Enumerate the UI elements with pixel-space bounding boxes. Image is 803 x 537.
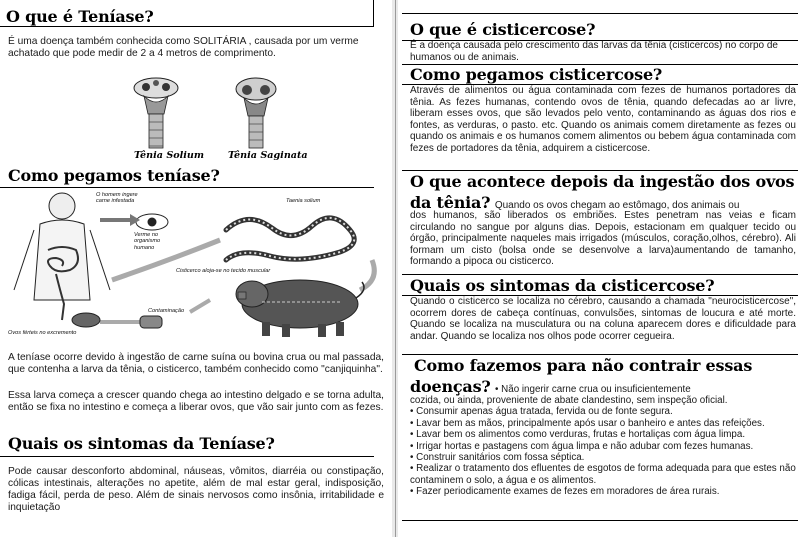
heading-sintomas-teniase: Quais os sintomas da Teníase?	[8, 434, 275, 453]
paragraph-cisticercose-symptoms: Quando o cisticerco se localiza no cérebro, causando a chamada "neurocisticercose", ocorrem dores de cabeça contínuas, convulsões, sintomas de loucura e até morte. Quando se localiza na musculatura ou na coluna aparecem dores e dificuldade para andar. Quando se localiza nos olhos pode ocorrer cegueira.	[410, 296, 796, 342]
tapeworm-drawing	[226, 218, 354, 260]
list-item: • Realizar o tratamento dos efluentes de esgotos de forma adequada para que estes não contaminem o solo, a água e os alimentos.	[410, 463, 796, 486]
paragraph-teniase-larva: Essa larva começa a crescer quando chega ao intestino delgado e se torna adulta, então se fixa no intestino e começa a liberar ovos, que vão sair junto com as fezes.	[8, 390, 384, 414]
heading-o-que-e-cisticercose: O que é cisticercose?	[410, 20, 596, 39]
paragraph-teniase-symptoms: Pode causar desconforto abdominal, náuseas, vômitos, diarréia ou constipação, cólicas intestinais, alterações no apetite, além de mal estar geral, indisposição, fadiga fácil, perda de peso. Além de sinais nervosos como insônia, irritabilidade e inquietação	[8, 466, 384, 514]
heading-rule	[402, 170, 798, 171]
caption-tenia-solium: Tênia Solium	[134, 150, 205, 161]
label-cisticerco: Cisticerco aloja-se no tecido muscular	[176, 268, 271, 274]
right-column	[398, 0, 803, 537]
label-taenia-solium: Taenia solium	[286, 198, 321, 204]
paragraph-teniase-transmission: A teníase ocorre devido à ingestão de carne suína ou bovina crua ou mal passada, que contenha a larva da tênia, o cisticerco, também conhecido como "canjiquinha".	[8, 352, 384, 376]
list-item: • Consumir apenas água tratada, fervida ou de fonte segura.	[410, 406, 673, 418]
bottom-rule	[402, 520, 798, 521]
caption-tenia-saginata: Tênia Saginata	[228, 150, 308, 161]
list-item: cozida, ou ainda, proveniente de abate clandestino, sem inspeção oficial.	[410, 395, 728, 406]
paragraph-teniase-definition: É uma doença também conhecida como SOLITÁRIA , causada por um verme achatado que pode medir de 2 a 4 metros de comprimento.	[8, 36, 359, 60]
bullet-nao-ingerir-carne: • Não ingerir carne crua ou insuficientemente	[495, 384, 691, 395]
heading-underline	[0, 456, 374, 457]
life-cycle-diagram	[0, 190, 392, 340]
heading-o-que-e-teniase	[0, 0, 374, 27]
human-body-drawing	[14, 193, 110, 320]
column-divider	[395, 0, 396, 537]
left-column	[0, 0, 392, 537]
list-item: • Construir sanitários com fossa séptica.	[410, 452, 585, 464]
top-rule	[402, 13, 798, 14]
heading-rule	[402, 274, 798, 275]
heading-como-pegamos-teniase: Como pegamos teníase?	[8, 166, 220, 185]
label-ovos: Ovos férteis no excremento	[8, 330, 77, 336]
heading-prevencao-line2: doenças?	[410, 377, 491, 396]
heading-rule	[402, 354, 798, 355]
inline-text-ovos-estomago: Quando os ovos chegam ao estômago, dos animais ou	[494, 200, 740, 211]
heading-o-que-acontece-line1: O que acontece depois da ingestão dos ovos	[410, 172, 795, 191]
paragraph-ingestao-ovos: dos humanos, são liberados os embriões. Estes penetram nas veias e ficam circulando no sangue por alguns dias. Depois, estacionam em qualquer tecido ou órgão, principalmente naqueles mais irrigados (músculos, coração,olhos, cérebro). Ali formam um cisto (bolsa onde se desenvolve a larva)aumentando de tamanho, formando a pipoca ou cisticerco.	[410, 210, 796, 268]
label-verme: Verme no organismo humano	[134, 232, 161, 251]
label-homem: O homem ingere carne infestada	[96, 192, 138, 205]
heading-o-que-acontece-line2: da tênia?	[410, 193, 491, 212]
heading-sintomas-cisticercose: Quais os sintomas da cisticercose?	[410, 276, 715, 295]
list-item: • Fazer periodicamente exames de fezes em moradores de área rurais.	[410, 486, 720, 498]
paragraph-cisticercose-transmission: Através de alimentos ou água contaminada com fezes de humanos portadores da tênia. As fezes humanas, contendo ovos de tênia, quando defecadas ao ar livre, liberam esses ovos, que são levados pelo vento, contaminando as águas dos rios e fontes, as verduras, o pasto. etc. Quando os animais comem diretamente as fezes ou quando os animais e os humanos comem alimentos ou bebem água contaminada com fezes de portadores da tênia, adquirem a cisticercose.	[410, 85, 796, 154]
heading-prevencao-line1: Como fazemos para não contrair essas	[414, 356, 753, 375]
tenia-saginata-drawing	[236, 78, 276, 148]
tapeworm-heads-figure	[128, 74, 298, 160]
tenia-solium-drawing	[134, 78, 178, 148]
heading-prevencao-line2-row	[410, 377, 798, 397]
label-contaminacao: Contaminação	[148, 308, 185, 314]
eye-drawing	[136, 214, 168, 230]
pig-drawing	[236, 280, 364, 337]
list-item: • Lavar bem os alimentos como verduras, frutas e hortaliças com água limpa.	[410, 429, 746, 441]
heading-como-pegamos-cisticercose: Como pegamos cisticercose?	[410, 65, 663, 84]
list-item: • Irrigar hortas e pastagens com água limpa e não adubar com fezes humanas.	[410, 440, 754, 452]
list-item: • Lavar bem as mãos, principalmente após usar o banheiro e antes das refeições.	[410, 417, 765, 429]
heading-text: O que é Teníase?	[6, 7, 154, 26]
paragraph-cisticercose-definition: É a doença causada pelo crescimento das larvas da tênia (cisticercos) no corpo de humanos ou de animais.	[410, 40, 778, 63]
prevention-list	[410, 395, 796, 498]
heading-underline	[0, 187, 374, 188]
